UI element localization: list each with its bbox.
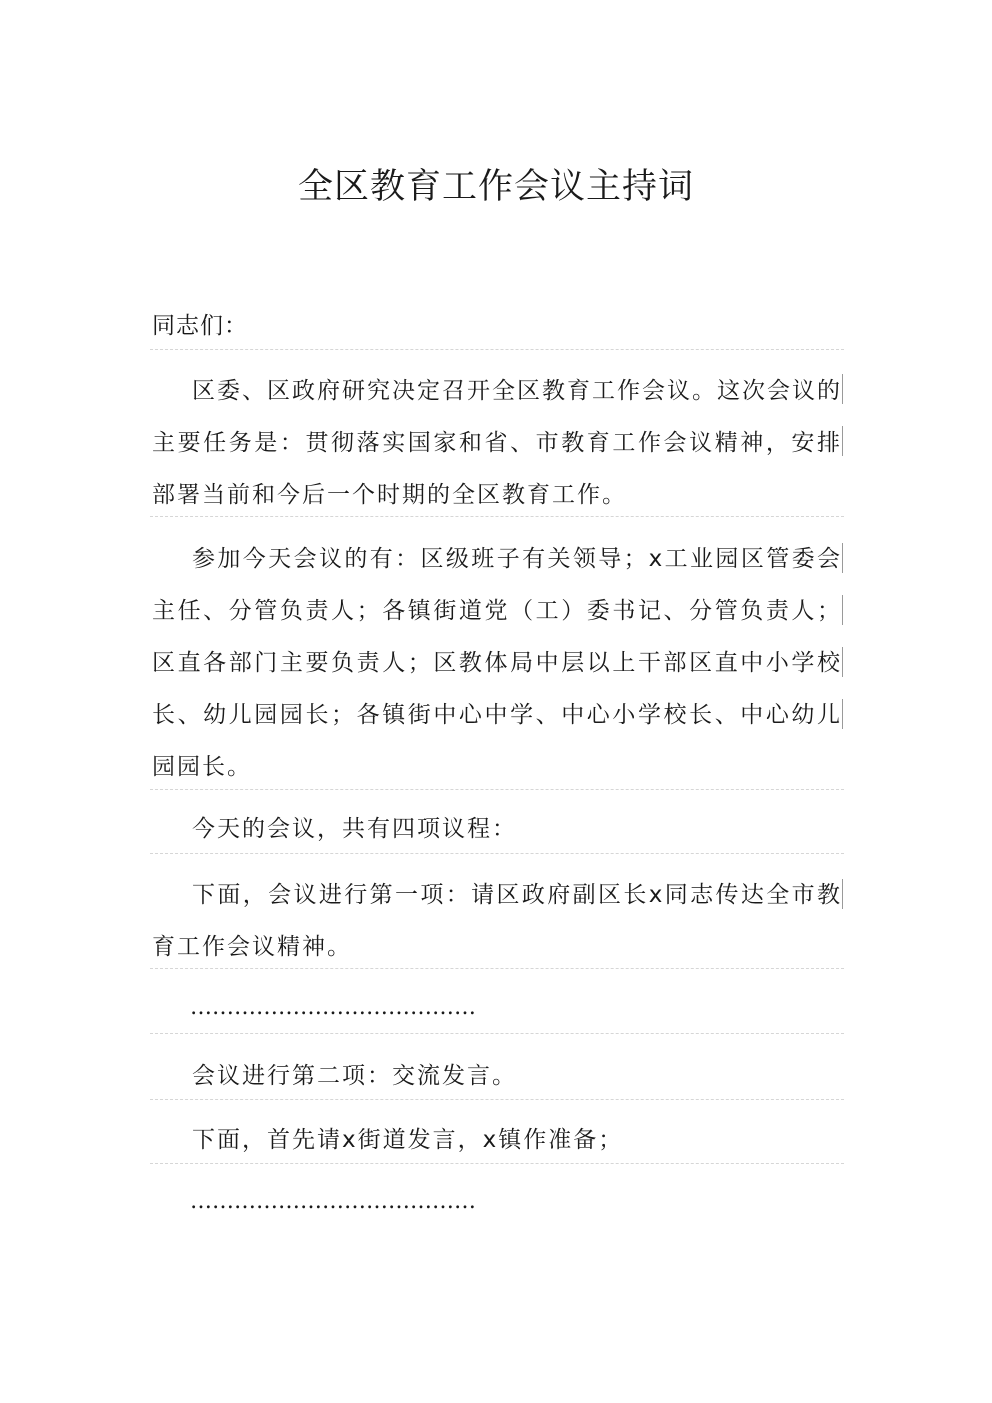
- dashed-divider: [150, 968, 844, 969]
- margin-mark: [842, 647, 843, 677]
- dashed-divider: [150, 516, 844, 517]
- dashed-divider: [150, 789, 844, 790]
- paragraph-agenda-item-2: 会议进行第二项：交流发言。: [192, 1063, 517, 1089]
- dashed-divider: [150, 1099, 844, 1100]
- ellipsis-line: …………………………………: [190, 1189, 476, 1214]
- margin-mark: [842, 543, 843, 573]
- margin-mark: [842, 374, 843, 404]
- ellipsis-line: …………………………………: [190, 995, 476, 1020]
- paragraph-intro: 区委、区政府研究决定召开全区教育工作会议。这次会议的主要任务是：贯彻落实国家和省、市教育工作会议精神，安排部署当前和今后一个时期的全区教育工作。: [152, 378, 842, 508]
- paragraph-speakers: 下面，首先请x街道发言，x镇作准备；: [192, 1127, 624, 1153]
- paragraph-agenda-intro: 今天的会议，共有四项议程：: [192, 816, 517, 842]
- margin-mark: [842, 879, 843, 909]
- paragraph-agenda-item-1: 下面，会议进行第一项：请区政府副区长x同志传达全市教育工作会议精神。: [152, 882, 842, 960]
- dashed-divider: [150, 349, 844, 350]
- margin-mark: [842, 699, 843, 729]
- salutation: 同志们：: [152, 313, 248, 339]
- dashed-divider: [150, 1033, 844, 1034]
- dashed-divider: [150, 1163, 844, 1164]
- document-title: 全区教育工作会议主持词: [297, 167, 694, 207]
- paragraph-attendees: 参加今天会议的有：区级班子有关领导；x工业园区管委会主任、分管负责人；各镇街道党（工）委书记、分管负责人；区直各部门主要负责人；区教体局中层以上干部区直中小学校长、幼儿园园长；各镇街中心中学、中心小学校长、中心幼儿园园长。: [152, 546, 842, 780]
- margin-mark: [842, 595, 843, 625]
- dashed-divider: [150, 853, 844, 854]
- margin-mark: [842, 426, 843, 456]
